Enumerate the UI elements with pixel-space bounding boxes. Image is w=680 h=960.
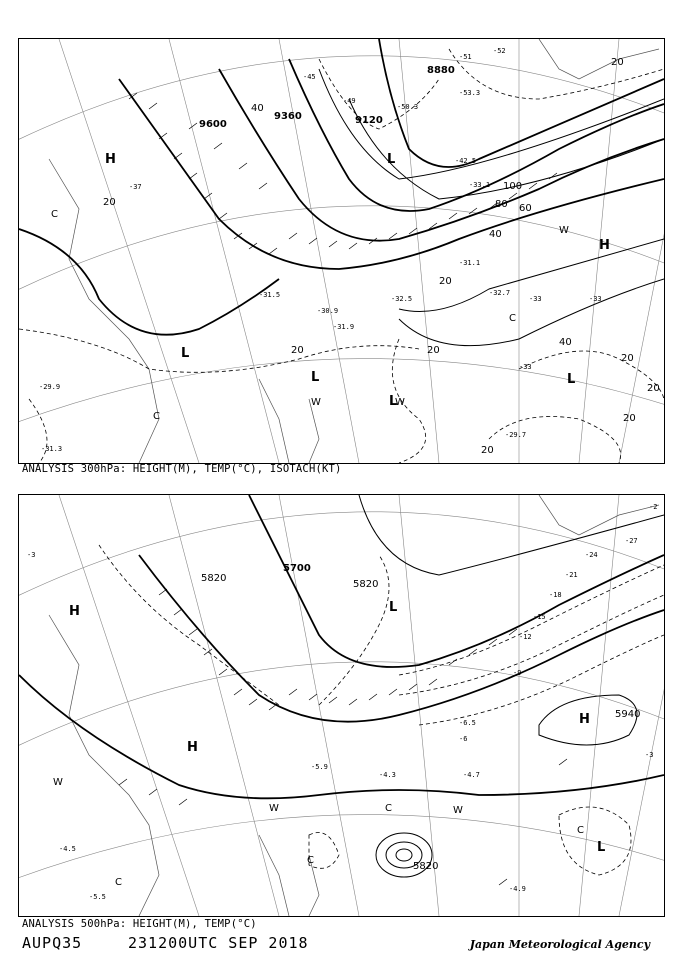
temp-label: -2 — [649, 503, 658, 511]
temp-label: -27 — [625, 537, 638, 545]
warm-symbol: W — [395, 397, 405, 408]
warm-symbol: W — [269, 803, 279, 814]
temp-label: -33.1 — [469, 181, 491, 189]
temp-label: -33 — [529, 295, 542, 303]
temp-label: -51 — [459, 53, 472, 61]
temp-label: -31.3 — [41, 445, 63, 453]
high-center: H — [187, 740, 198, 755]
height-label-5820: 5820 — [201, 573, 227, 584]
temp-label: -52 — [493, 47, 506, 55]
temp-contours — [19, 49, 664, 463]
isotach-label: 20 — [623, 413, 636, 424]
map-500hpa-svg — [19, 495, 664, 916]
product-id: AUPQ35 — [22, 934, 83, 952]
temp-label: -15 — [533, 613, 546, 621]
isotach-label: 20 — [611, 57, 624, 68]
agency-name: Japan Meteorological Agency — [469, 938, 650, 951]
caption-500hpa: ANALYSIS 500hPa: HEIGHT(M), TEMP(°C) — [22, 918, 257, 930]
low-center: L — [387, 152, 396, 167]
temp-label: -4.3 — [379, 771, 396, 779]
isotach-label: 20 — [439, 276, 452, 287]
isotach-label: 100 — [503, 181, 523, 192]
cold-symbol: C — [509, 313, 516, 324]
height-label-9120: 9120 — [355, 115, 383, 126]
isotach-label: 40 — [489, 229, 502, 240]
cold-symbol: C — [307, 855, 314, 866]
height-label-9600: 9600 — [199, 119, 227, 130]
warm-symbol: W — [311, 397, 321, 408]
low-center: L — [567, 372, 576, 387]
temp-label: -4.9 — [509, 885, 526, 893]
temp-label: -42.5 — [455, 157, 477, 165]
warm-symbol: W — [53, 777, 63, 788]
temp-label: -32.7 — [489, 289, 511, 297]
temp-label: -49 — [343, 97, 356, 105]
height-label-9360: 9360 — [274, 111, 302, 122]
isotach-label: 20 — [621, 353, 634, 364]
temp-label: -12 — [519, 633, 532, 641]
warm-symbol: W — [453, 805, 463, 816]
temp-label: -4.5 — [59, 845, 76, 853]
low-center: L — [389, 394, 398, 409]
temp-label: -18 — [549, 591, 562, 599]
temp-label: -9 — [513, 669, 522, 677]
temp-label: -45 — [303, 73, 316, 81]
isotach-label: 40 — [559, 337, 572, 348]
cold-symbol: C — [577, 825, 584, 836]
low-center: L — [181, 346, 190, 361]
temp-label: -31.9 — [333, 323, 355, 331]
temp-label: -6.5 — [459, 719, 476, 727]
map-300hpa-svg — [19, 39, 664, 463]
height-label-5940: 5940 — [615, 709, 641, 720]
temp-label: -53.3 — [459, 89, 481, 97]
high-center: H — [599, 238, 610, 253]
temp-label: -50.3 — [397, 103, 419, 111]
high-center: H — [579, 712, 590, 727]
temp-label: -31.5 — [259, 291, 281, 299]
height-label-5700: 5700 — [283, 563, 311, 574]
warm-symbol: W — [559, 225, 569, 236]
high-center: H — [105, 152, 116, 167]
cold-symbol: C — [153, 411, 160, 422]
graticule — [19, 39, 664, 463]
temp-label: -29.7 — [505, 431, 527, 439]
temp-label: -33 — [519, 363, 532, 371]
temp-label: -5.9 — [311, 763, 328, 771]
cold-symbol: C — [385, 803, 392, 814]
temp-label: -37 — [129, 183, 142, 191]
wind-barbs — [119, 589, 567, 885]
isotach-label: 60 — [519, 203, 532, 214]
valid-time: 231200UTC SEP 2018 — [128, 934, 309, 952]
map-300hpa — [18, 38, 665, 464]
temp-label: -32.5 — [391, 295, 413, 303]
isotach-label: 20 — [481, 445, 494, 456]
temp-label: -6 — [459, 735, 468, 743]
temp-label: -24 — [585, 551, 598, 559]
height-contours — [19, 495, 664, 798]
isotach-label: 20 — [291, 345, 304, 356]
height-label-5820: 5820 — [413, 861, 439, 872]
low-center: L — [597, 840, 606, 855]
temp-label: -30.9 — [317, 307, 339, 315]
caption-300hpa: ANALYSIS 300hPa: HEIGHT(M), TEMP(°C), ISOTACH(KT) — [22, 463, 342, 475]
temp-label: -31.1 — [459, 259, 481, 267]
cold-symbol: C — [115, 877, 122, 888]
low-center: L — [389, 600, 398, 615]
isotach-label: 20 — [427, 345, 440, 356]
isotach-label: 20 — [103, 197, 116, 208]
temp-label: -3 — [645, 751, 654, 759]
high-center: H — [69, 604, 80, 619]
low-center: L — [311, 370, 320, 385]
map-500hpa — [18, 494, 665, 917]
height-label-8880: 8880 — [427, 65, 455, 76]
temp-label: -29.9 — [39, 383, 61, 391]
temp-label: -33 — [589, 295, 602, 303]
isotach-label: 20 — [647, 383, 660, 394]
height-label-5820: 5820 — [353, 579, 379, 590]
cold-symbol: C — [51, 209, 58, 220]
temp-label: -5.5 — [89, 893, 106, 901]
isotach-label: 40 — [251, 103, 264, 114]
temp-label: -21 — [565, 571, 578, 579]
height-contours — [19, 39, 664, 335]
temp-label: -3 — [27, 551, 36, 559]
isotach-label: 80 — [495, 199, 508, 210]
temp-label: -4.7 — [463, 771, 480, 779]
